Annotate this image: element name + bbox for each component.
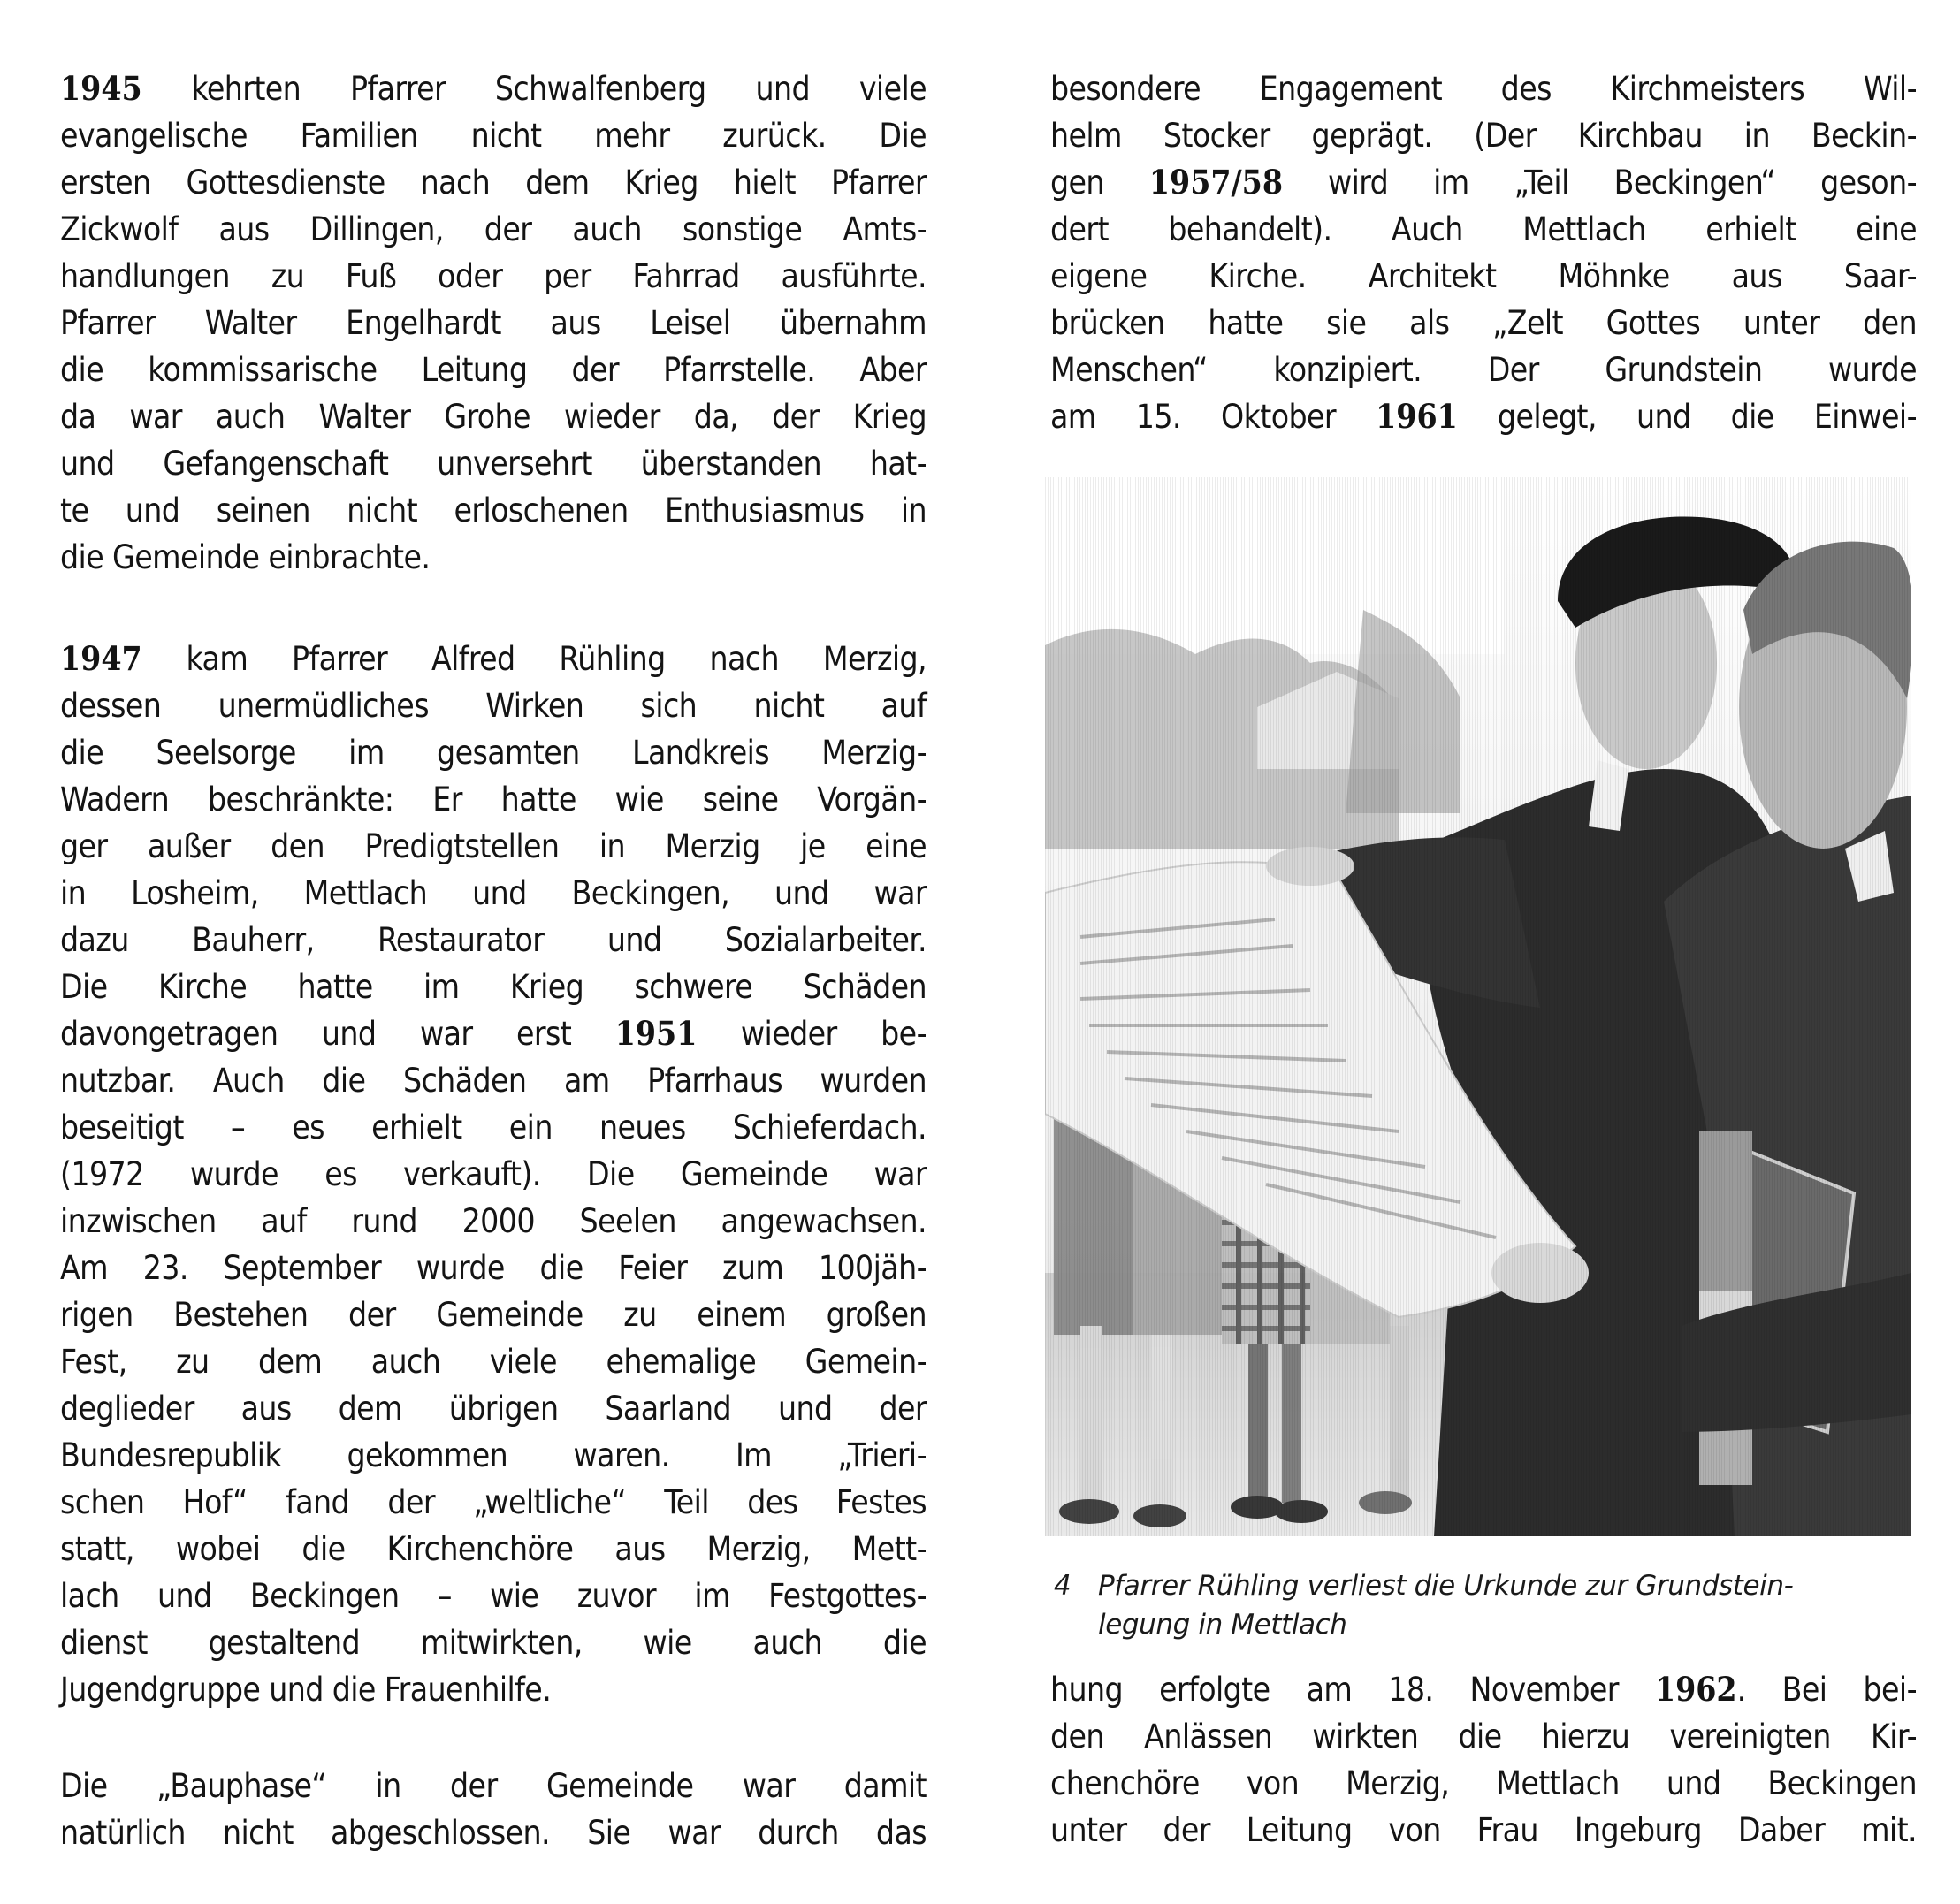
caption-line: legung in Mettlach bbox=[1098, 1609, 1347, 1641]
text-line: nutzbar. Auch die Schäden am Pfarrhaus wurden bbox=[60, 1062, 927, 1100]
text-line: am 15. Oktober 1961 gelegt, und die Einwei- bbox=[1050, 397, 1917, 436]
text-line: lach und Beckingen – wie zuvor im Festgottes- bbox=[60, 1577, 927, 1615]
text-line: hung erfolgte am 18. November 1962. Bei bei- bbox=[1050, 1670, 1917, 1709]
text-line: Fest, zu dem auch viele ehemalige Gemein- bbox=[60, 1343, 927, 1381]
text-line: Pfarrer Walter Engelhardt aus Leisel übernahm bbox=[60, 304, 927, 342]
text-line: handlungen zu Fuß oder per Fahrrad ausführte. bbox=[60, 257, 927, 295]
text-line: Zickwolf aus Dillingen, der auch sonstige Amts- bbox=[60, 210, 927, 248]
text-line: evangelische Familien nicht mehr zurück. Die bbox=[60, 117, 927, 155]
text-line: die kommissarische Leitung der Pfarrstelle. Aber bbox=[60, 351, 927, 389]
figure-number: 4 bbox=[1054, 1570, 1072, 1602]
text-line: chenchöre von Merzig, Mettlach und Beckingen bbox=[1050, 1764, 1917, 1802]
text-line: besondere Engagement des Kirchmeisters Wil- bbox=[1050, 70, 1917, 108]
year-highlight: 1947 bbox=[60, 639, 142, 678]
text-line: Jugendgruppe und die Frauenhilfe. bbox=[60, 1671, 552, 1709]
text-line: schen Hof“ fand der „weltliche“ Teil des Festes bbox=[60, 1483, 927, 1521]
text-line: dessen unermüdliches Wirken sich nicht auf bbox=[60, 687, 927, 725]
year-highlight: 1961 bbox=[1376, 397, 1458, 436]
text-line: dert behandelt). Auch Mettlach erhielt eine bbox=[1050, 210, 1917, 248]
text-line: die Seelsorge im gesamten Landkreis Merzig- bbox=[60, 734, 927, 772]
year-highlight: 1957/58 bbox=[1148, 163, 1284, 202]
text-line: 1945 kehrten Pfarrer Schwalfenberg und viele bbox=[60, 69, 927, 108]
text-line: den Anlässen wirkten die hierzu vereinigten Kir- bbox=[1050, 1717, 1917, 1755]
text-line: brücken hatte sie als „Zelt Gottes unter den bbox=[1050, 304, 1917, 342]
text-line: und Gefangenschaft unversehrt überstanden hat- bbox=[60, 445, 927, 483]
text-line: davongetragen und war erst 1951 wieder be- bbox=[60, 1014, 927, 1053]
text-line: eigene Kirche. Architekt Möhnke aus Saar- bbox=[1050, 257, 1917, 295]
text-line: gen 1957/58 wird im „Teil Beckingen“ geson- bbox=[1050, 163, 1917, 202]
text-line: deglieder aus dem übrigen Saarland und der bbox=[60, 1390, 927, 1428]
text-line: da war auch Walter Grohe wieder da, der Krieg bbox=[60, 398, 927, 436]
text-line: statt, wobei die Kirchenchöre aus Merzig, Mett- bbox=[60, 1530, 927, 1568]
text-line: dazu Bauherr, Restaurator und Sozialarbeiter. bbox=[60, 921, 927, 959]
text-line: in Losheim, Mettlach und Beckingen, und war bbox=[60, 874, 927, 912]
text-line: 1947 kam Pfarrer Alfred Rühling nach Merzig, bbox=[60, 639, 927, 678]
text-line: Menschen“ konzipiert. Der Grundstein wurde bbox=[1050, 351, 1917, 389]
text-line: te und seinen nicht erloschenen Enthusiasmus in bbox=[60, 491, 927, 529]
caption-line: Pfarrer Rühling verliest die Urkunde zur Grundstein- bbox=[1098, 1570, 1794, 1602]
text-line: dienst gestaltend mitwirkten, wie auch die bbox=[60, 1624, 927, 1662]
text-line: rigen Bestehen der Gemeinde zu einem großen bbox=[60, 1296, 927, 1334]
figure-photo bbox=[1045, 477, 1911, 1536]
text-line: Am 23. September wurde die Feier zum 100jäh- bbox=[60, 1249, 927, 1287]
text-line: natürlich nicht abgeschlossen. Sie war durch das bbox=[60, 1814, 927, 1852]
year-highlight: 1962 bbox=[1654, 1670, 1737, 1709]
text-line: Bundesrepublik gekommen waren. Im „Trieri- bbox=[60, 1436, 927, 1474]
text-line: Die Kirche hatte im Krieg schwere Schäden bbox=[60, 968, 927, 1006]
year-highlight: 1951 bbox=[614, 1014, 698, 1053]
text-line: helm Stocker geprägt. (Der Kirchbau in Beckin- bbox=[1050, 117, 1917, 155]
text-line: ger außer den Predigtstellen in Merzig je eine bbox=[60, 827, 927, 865]
text-line: unter der Leitung von Frau Ingeburg Daber mit. bbox=[1050, 1811, 1917, 1849]
text-line: (1972 wurde es verkauft). Die Gemeinde war bbox=[60, 1155, 927, 1193]
text-line: die Gemeinde einbrachte. bbox=[60, 538, 431, 576]
text-line: beseitigt – es erhielt ein neues Schieferdach. bbox=[60, 1108, 927, 1146]
text-line: Die „Bauphase“ in der Gemeinde war damit bbox=[60, 1767, 927, 1805]
text-line: ersten Gottesdienste nach dem Krieg hielt Pfarrer bbox=[60, 164, 927, 202]
text-line: inzwischen auf rund 2000 Seelen angewachsen. bbox=[60, 1202, 927, 1240]
year-highlight: 1945 bbox=[60, 69, 142, 108]
text-line: Wadern beschränkte: Er hatte wie seine Vorgän- bbox=[60, 781, 927, 819]
